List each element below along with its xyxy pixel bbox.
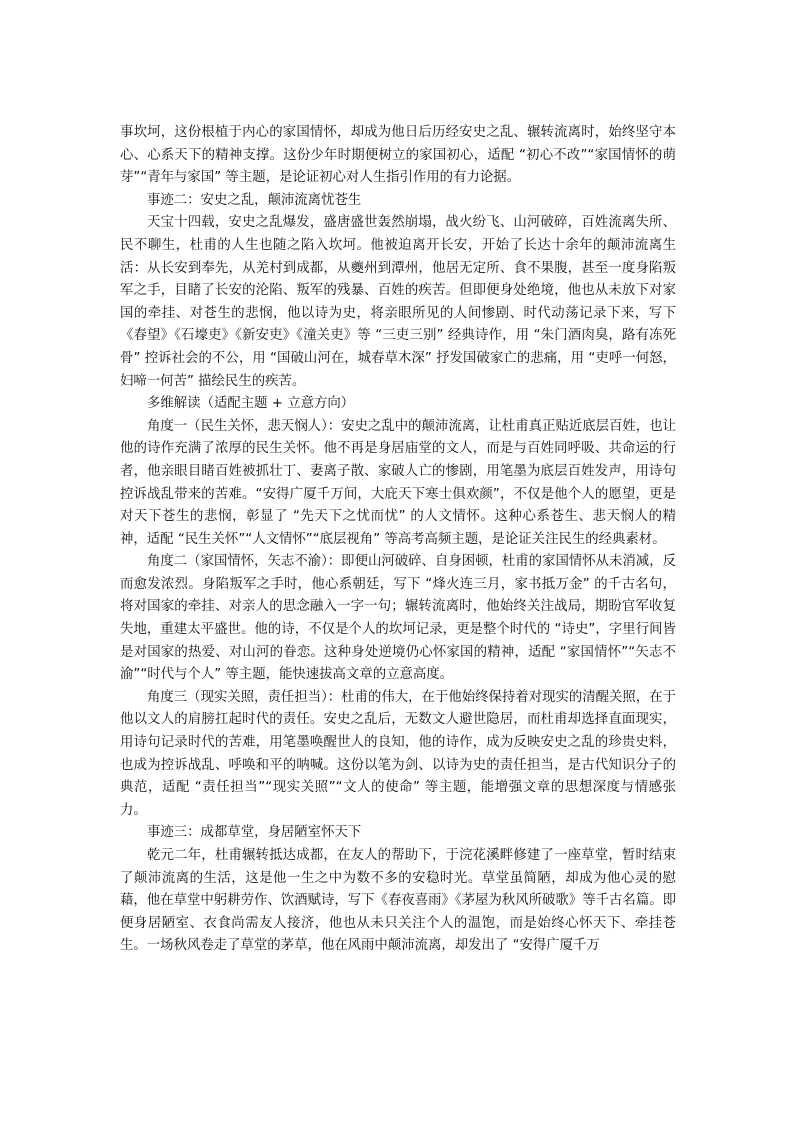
section-heading-event-two: 事迹二：安史之乱，颠沛流离忧苍生 [147,192,362,208]
section-heading-event-three: 事迹三：成都草堂，身居陋室怀天下 [147,825,362,841]
paragraph-continued: 事坎坷，这份根植于内心的家国情怀，却成为他日后历经安史之乱、辗转流离时，始终坚守本心、心系天下的精神支撑。这份少年时期便树立的家国初心，适配 “初心不改”“家国情怀的萌芽”“青年与家国” 等主题，是论证初心对人生指引作用的有力论据。 [120,125,676,186]
paragraph-angle-three: 角度三（现实关照，责任担当）：杜甫的伟大，在于他始终保持着对现实的清醒关照，在于他以文人的肩膀扛起时代的责任。安史之乱后，无数文人避世隐居，而杜甫却选择直面现实，用诗句记录时代的苦难，用笔墨唤醒世人的良知，他的诗作，成为反映安史之乱的珍贵史料，也成为控诉战乱、呼唤和平的呐喊。这份以笔为剑、以诗为史的责任担当，是古代知识分子的典范，适配 “责任担当”“现实关照”“文人的使命” 等主题，能增强文章的思想深度与情感张力。 [120,689,676,818]
paragraph-angle-two: 角度二（家国情怀，矢志不渝）：即便山河破碎、自身困顿，杜甫的家国情怀从未消减，反而愈发浓烈。身陷叛军之手时，他心系朝廷，写下 “烽火连三月，家书抵万金” 的千古名句，将对国家的牵挂、对亲人的思念融入一字一句；辗转流离时，他始终关注战局，期盼官军收复失地，重建太平盛世。他的诗，不仅是个人的坎坷记录，更是整个时代的 “诗史”，字里行间皆是对国家的热爱、对山河的眷恋。这种身处逆境仍心怀家国的精神，适配 “家国情怀”“矢志不渝”“时代与个人” 等主题，能快速拔高文章的立意高度。 [120,554,676,683]
paragraph-event-two: 天宝十四载，安史之乱爆发，盛唐盛世轰然崩塌，战火纷飞、山河破碎，百姓流离失所、民不聊生，杜甫的人生也随之陷入坎坷。他被迫离开长安，开始了长达十余年的颠沛流离生活：从长安到奉先，从羌村到成都，从夔州到潭州，他居无定所、食不果腹，甚至一度身陷叛军之手，目睹了长安的沦陷、叛军的残暴、百姓的疾苦。但即便身处绝境，他也从未放下对家国的牵挂、对苍生的悲悯，他以诗为史，将亲眼所见的人间惨剧、时代动荡记录下来，写下《春望》《石壕吏》《新安吏》《潼关吏》等 “三吏三别” 经典诗作，用 “朱门酒肉臭，路有冻死骨” 控诉社会的不公，用 “国破山河在，城春草木深” 抒发国破家亡的悲痛，用 “吏呼一何怒，妇啼一何苦” 描绘民生的疾苦。 [120,215,676,389]
paragraph-event-three: 乾元二年，杜甫辗转抵达成都，在友人的帮助下，于浣花溪畔修建了一座草堂，暂时结束了颠沛流离的生活，这是他一生之中为数不多的安稳时光。草堂虽简陋，却成为他心灵的慰藉，他在草堂中躬耕劳作、饮酒赋诗，写下《春夜喜雨》《茅屋为秋风所破歌》等千古名篇。即便身居陋室、衣食尚需友人接济，他也从未只关注个人的温饱，而是始终心怀天下、牵挂苍生。一场秋风卷走了草堂的茅草，他在风雨中颠沛流离，却发出了 “安得广厦千万 [120,848,676,954]
article-body [120,122,676,958]
section-heading-interpretation: 多维解读（适配主题 + 立意方向） [147,396,355,412]
paragraph-angle-one: 角度一（民生关怀，悲天悯人）：安史之乱中的颠沛流离，让杜甫真正贴近底层百姓，也让他的诗作充满了浓厚的民生关怀。他不再是身居庙堂的文人，而是与百姓同呼吸、共命运的行者，他亲眼目睹百姓被抓壮丁、妻离子散、家破人亡的惨剧，用笔墨为底层百姓发声，用诗句控诉战乱带来的苦难。“安得广厦千万间，大庇天下寒士俱欢颜”，不仅是他个人的愿望，更是对天下苍生的悲悯，彰显了 “先天下之忧而忧” 的人文情怀。这种心系苍生、悲天悯人的精神，适配 “民生关怀”“人文情怀”“底层视角” 等高考高频主题，是论证关注民生的经典素材。 [120,418,676,547]
